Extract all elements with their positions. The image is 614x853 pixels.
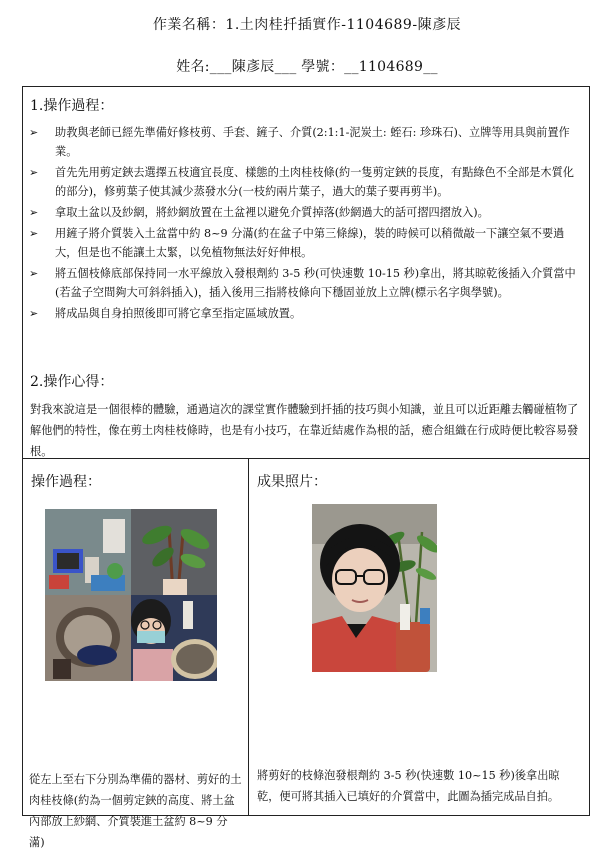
student-name-line: 姓名:___陳彥辰___ 學號：__1104689__ (176, 59, 438, 75)
document-title: 作業名稱：1.土肉桂扦插實作-1104689-陳彥辰 (152, 17, 462, 33)
result-photo-cell (249, 459, 589, 815)
process-steps-list (27, 123, 583, 325)
photo-cuttings (131, 509, 217, 595)
result-photo-caption: 將剪好的枝條泡發根劑約 3-5 秒(快速數 10~15 秒)後拿出晾乾，便可將其插入已填好的介質當中，此圖為插完成品自拍。 (257, 769, 560, 803)
reflection-text: 對我來說這是一個很棒的體驗，通過這次的課堂實作體驗到扦插的技巧與小知識，並且可以近距離去觸碰植物了解他們的特性，像在剪土肉桂枝條時，也是有小技巧，在靠近結處作為根的話，癒合組織在行成時便比較容易發根。 (30, 403, 579, 458)
photo-pot-mesh (45, 595, 131, 681)
process-step: ➢ 首先先用剪定鋏去選擇五枝適宜長度、樣態的土肉桂枝條(約一隻剪定鋏的長度，有點綠色不全部是木質化的部分)，修剪葉子使其減少蒸發水分(一枝約兩片葉子，過大的葉子要再剪半)。 (27, 163, 583, 201)
process-step: ➢ 將五個枝條底部保持同一水平線放入發根劑約 3-5 秒(可快速數 10-15 秒)拿出，將其晾乾後插入介質當中(若盆子空間夠大可斜斜插入)，插入後用三指將枝條向下穩固並放上立牌(標示名字與學號)。 (27, 264, 583, 302)
process-photo-collage (45, 509, 217, 681)
process-photos-caption: 從左上至右下分別為準備的器材、剪好的土肉桂枝條(約為一個剪定鋏的高度、將土盆內部放上紗網、介質裝進土盆約 8~9 分滿) (29, 773, 242, 849)
process-heading: 1.操作過程： (30, 98, 114, 114)
process-step: ➢ 將成品與自身拍照後即可將它拿至指定區域放置。 (27, 304, 583, 323)
process-step: ➢ 拿取土盆以及紗網，將紗網放置在土盆裡以避免介質掉落(紗網過大的話可摺四摺放入)。 (27, 203, 583, 222)
result-photo-heading: 成果照片： (257, 474, 327, 490)
arrow-bullet-icon: ➢ (29, 307, 39, 320)
process-step: ➢ 用鏟子將介質裝入土盆當中約 8~9 分滿(約在盆子中第三條線)，裝的時候可以稍微敲一下讓空氣不要過大，但是也不能讓土太緊，以免植物無法好好伸根。 (27, 224, 583, 262)
arrow-bullet-icon: ➢ (29, 227, 39, 240)
process-photos-cell (23, 459, 249, 849)
assignment-table (22, 86, 590, 849)
photo-mask-soil (131, 595, 217, 681)
process-photos-heading: 操作過程： (31, 474, 101, 490)
arrow-bullet-icon: ➢ (29, 126, 39, 139)
arrow-bullet-icon: ➢ (29, 166, 39, 179)
process-step: ➢ 助教與老師已經先準備好修枝剪、手套、鏟子、介質(2:1:1-泥炭土: 蛭石: 珍珠石)、立牌等用具與前置作業。 (27, 123, 583, 161)
reflection-heading: 2.操作心得： (30, 374, 114, 390)
arrow-bullet-icon: ➢ (29, 267, 39, 280)
arrow-bullet-icon: ➢ (29, 206, 39, 219)
process-section (23, 87, 589, 459)
photo-tools (45, 509, 131, 595)
result-selfie-photo (312, 504, 437, 672)
